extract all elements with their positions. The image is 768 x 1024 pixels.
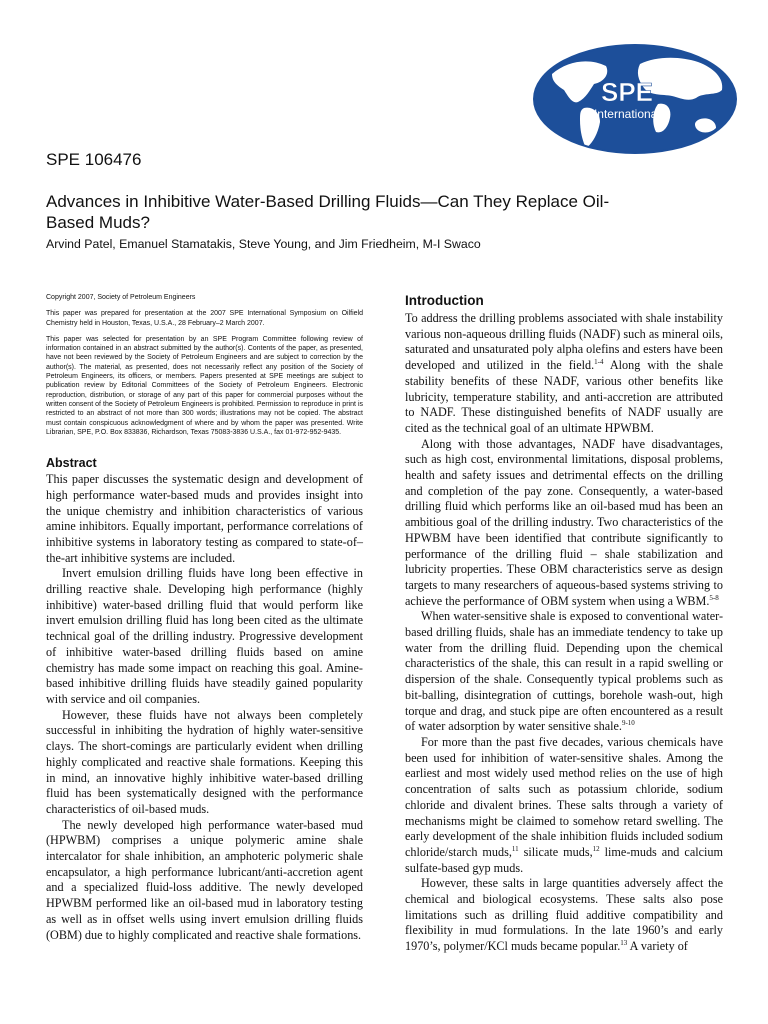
paragraph-text: To address the drilling problems associated with shale instability various non-aqueous drilling fluids (NADF) such as mineral oils, saturated and unsaturated poly alpha olefins and esters have been developed and utilized in the field. xyxy=(405,311,723,373)
paper-number: SPE 106476 xyxy=(46,150,142,169)
paragraph-text: However, these salts in large quantities adversely affect the chemical and biological ecosystems. These salts also pose limitations such as drilling fluid additive compatibility and flexibility in mud formulations. In the late 1960’s and early 1970’s, polymer/KCl muds became popular. xyxy=(405,876,723,954)
citation-reference: 11 xyxy=(511,844,519,853)
citation-reference: 12 xyxy=(592,844,600,853)
paragraph-text: lime-muds and calcium sulfate-based gyp muds. xyxy=(405,844,723,875)
abstract-body xyxy=(46,472,363,943)
introduction-paragraph xyxy=(405,311,723,437)
abstract-paragraph: Invert emulsion drilling fluids have long been effective in drilling reactive shale. Developing high performance (highly inhibitive) water-based drilling fluid that would perform like invert emulsion drilling fluid has long been cited as the ultimate technical goal of the drilling industry. Progressive development of inhibitive water-based drilling fluids based on amine chemistry has made some impact on reaching this goal. Amine-based inhibitive drilling fluids have steadily gained popularity with service and oil companies. xyxy=(46,566,363,706)
logo-international-text: International xyxy=(593,107,661,121)
introduction-paragraph xyxy=(405,735,723,876)
paragraph-text: When water-sensitive shale is exposed to conventional water-based drilling fluids, shale has an immediate tendency to take up water from the drilling fluid. Depending upon the chemical characteristics of the shale, this can result in a rapid swelling or dispersion of the shale. Consequently typical problems such as bit-balling, disintegration of cuttings, borehole wash-out, high torque and drag, and stuck pipe are often encountered as a result of water adsorption by water sensitive shale. xyxy=(405,609,723,734)
citation-reference: 9-10 xyxy=(621,719,635,728)
abstract-paragraph: However, these fluids have not always been completely successful in inhibiting the hydration of highly water-sensitive clays. The short-comings are particularly evident when drilling highly complicated and reactive shale formations. Keeping this in mind, an innovative highly inhibitive water-based drilling fluid has been systematically designed with the performance characteristics of oil-based muds. xyxy=(46,707,363,816)
spe-international-logo xyxy=(520,42,738,156)
paragraph-text: silicate muds, xyxy=(518,844,593,859)
author-list: Arvind Patel, Emanuel Stamatakis, Steve Young, and Jim Friedheim, M-I Swaco xyxy=(46,237,481,251)
abstract-paragraph: This paper discusses the systematic design and development of high performance water-based muds and provides insight into the unique chemistry and inhibition characteristics of various amine inhibitors. Equally important, performance correlations of inhibitive systems in laboratory testing as compared to state-of–the-art inhibitive systems are included. xyxy=(46,472,363,565)
presentation-notice: This paper was prepared for presentation at the 2007 SPE International Symposium on Oilfield Chemistry held in Houston, Texas, U.S.A., 28 February–2 March 2007. xyxy=(46,310,363,327)
paragraph-text: Along with the shale stability benefits of these NADF, various other benefits like lubricity, temperature stability, and anti-accretion are attributed to NADF. These distinguished benefits of NADF usually are cited as the technical goal of an ultimate HPWBM. xyxy=(405,358,723,435)
abstract-heading: Abstract xyxy=(46,456,97,471)
right-column xyxy=(405,293,723,955)
paragraph-text: For more than the past five decades, various chemicals have been used for inhibition of water-sensitive shales. Among the earliest and most widely used method relies on the use of high concentration of salts such as potassium chloride, sodium chloride and divalent brines. These salts through a variety of mechanisms might be claimed to somehow retard swelling. The early development of the shale inhibition fluids included sodium chloride/starch muds, xyxy=(405,734,723,859)
paragraph-text: Along with those advantages, NADF have disadvantages, such as high cost, environmental limitations, disposal problems, health and safety issues and detrimental effects on the drilling and completion of the pay zone. Consequently, a water-based drilling fluid which performs like an oil-based mud has been an ambitious goal of the drilling industry. Two characteristics of the HPWBM have been identified that contribute significantly to performance of the drilling fluid – shale stabilization and lubricity properties. These OBM characteristics serve as design targets to many researchers of aqueous-based systems striving to achieve the performance of OBM system when using a WBM. xyxy=(405,436,723,608)
paper-title: Advances in Inhibitive Water-Based Drilling Fluids—Can They Replace Oil-Based Muds? xyxy=(46,192,610,232)
introduction-paragraph xyxy=(405,876,723,955)
citation-reference: 13 xyxy=(620,939,628,948)
selection-notice: This paper was selected for presentation by an SPE Program Committee following review of information contained in an abstract submitted by the author(s). Contents of the paper, as presented, have not been reviewed by the Society of Petroleum Engineers and are subject to correction by the author(s). The material, as presented, does not necessarily reflect any position of the Society of Petroleum Engineers, its officers, or members. Papers presented at SPE meetings are subject to publication review by Editorial Committees of the Society of Petroleum Engineers. Electronic reproduction, distribution, or storage of any part of this paper for commercial purposes without the written consent of the Society of Petroleum Engineers is prohibited. Permission to reproduce in print is restricted to an abstract of not more than 300 words; illustrations may not be copied. The abstract must contain conspicuous acknowledgment of where and by whom the paper was presented. Write Librarian, SPE, P.O. Box 833836, Richardson, Texas 75083-3836 U.S.A., fax 01-972-952-9435. xyxy=(46,335,363,436)
logo-spe-text: SPE xyxy=(600,77,654,107)
copyright-notice: Copyright 2007, Society of Petroleum Engineers xyxy=(46,294,196,301)
paragraph-text: A variety of xyxy=(627,939,688,954)
abstract-paragraph: The newly developed high performance water-based mud (HPWBM) comprises a unique polymeric amine shale intercalator for shale inhibition, an amphoteric polymeric shale encapsulator, a high performance lubricant/anti-accretion agent and a specialized fluid-loss additive. The newly developed HPWBM performed like an oil-based mud in laboratory testing as well as in offset wells using invert emulsion drilling fluids (OBM) due to highly complicated and reactive shale formations. xyxy=(46,817,363,942)
citation-reference: 1-4 xyxy=(594,358,604,367)
introduction-paragraph xyxy=(405,437,723,610)
introduction-body xyxy=(405,311,723,955)
left-column xyxy=(46,293,363,943)
introduction-heading: Introduction xyxy=(405,293,484,308)
introduction-paragraph xyxy=(405,609,723,735)
citation-reference: 5-8 xyxy=(709,593,719,602)
